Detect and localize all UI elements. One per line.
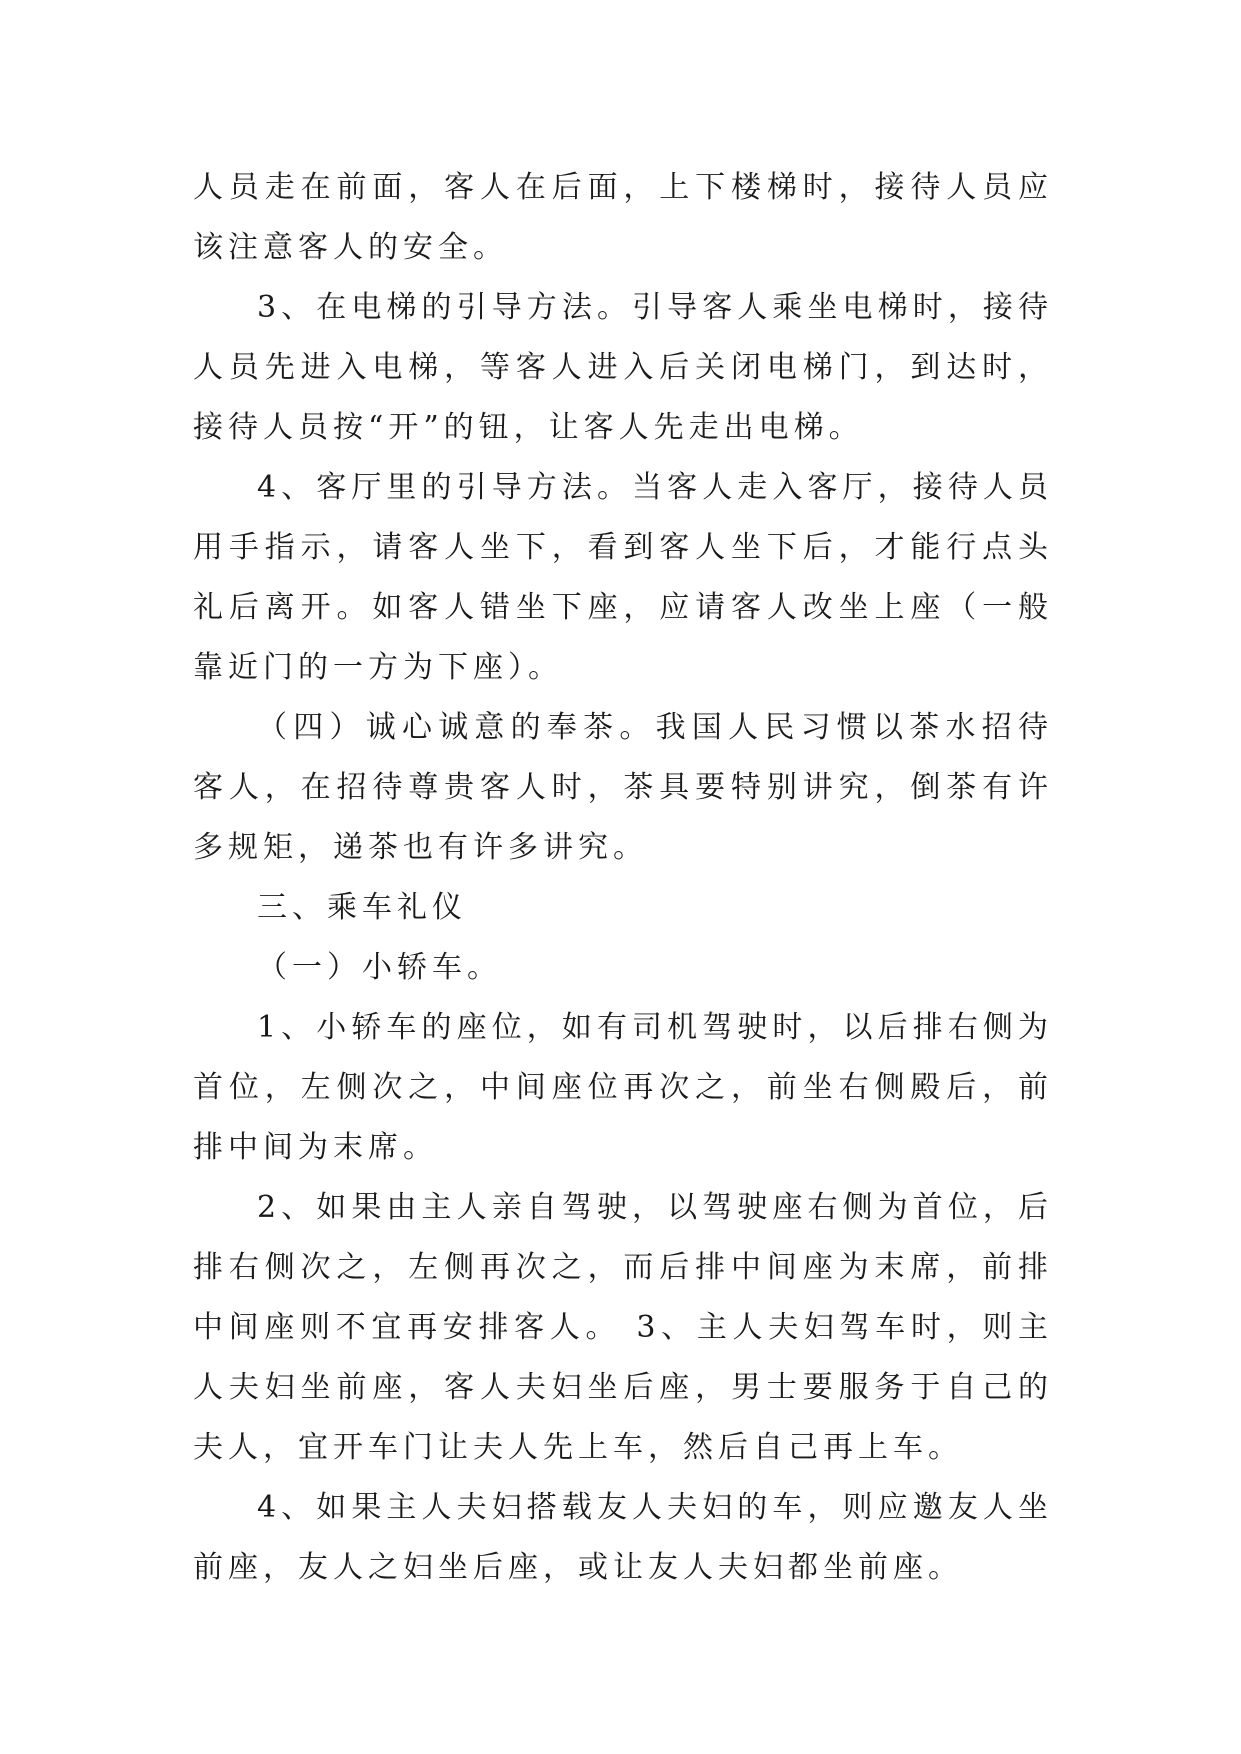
paragraph-host-driving: 2、如果由主人亲自驾驶，以驾驶座右侧为首位，后排右侧次之，左侧再次之，而后排中间座为末席，前排中间座则不宜再安排客人。 3、主人夫妇驾车时，则主人夫妇坐前座，客人夫妇坐后座，男士要服务于自己的夫人，宜开车门让夫人先上车，然后自己再上车。 xyxy=(193,1190,1053,1465)
paragraph-host-couple-friends: 4、如果主人夫妇搭载友人夫妇的车，则应邀友人坐前座，友人之妇坐后座，或让友人夫妇都坐前座。 xyxy=(193,1490,1053,1585)
paragraph-living-room-guidance: 4、客厅里的引导方法。当客人走入客厅，接待人员用手指示，请客人坐下，看到客人坐下后，才能行点头礼后离开。如客人错坐下座，应请客人改坐上座（一般靠近门的一方为下座）。 xyxy=(193,470,1053,685)
paragraph-sedan-seating-driver: 1、小轿车的座位，如有司机驾驶时，以后排右侧为首位，左侧次之，中间座位再次之，前坐右侧殿后，前排中间为末席。 xyxy=(193,1010,1053,1165)
paragraph-serving-tea: （四）诚心诚意的奉茶。我国人民习惯以茶水招待客人，在招待尊贵客人时，茶具要特别讲究，倒茶有许多规矩，递茶也有许多讲究。 xyxy=(193,710,1053,865)
paragraph-elevator-guidance: 3、在电梯的引导方法。引导客人乘坐电梯时，接待人员先进入电梯，等客人进入后关闭电梯门，到达时，接待人员按“开”的钮，让客人先走出电梯。 xyxy=(193,290,1053,445)
subheading-sedan: （一）小轿车。 xyxy=(257,950,502,985)
paragraph-stairs-continued: 人员走在前面，客人在后面，上下楼梯时，接待人员应该注意客人的安全。 xyxy=(193,170,1053,265)
section-heading-car-etiquette: 三、乘车礼仪 xyxy=(257,890,467,925)
document-body xyxy=(193,158,1053,1598)
